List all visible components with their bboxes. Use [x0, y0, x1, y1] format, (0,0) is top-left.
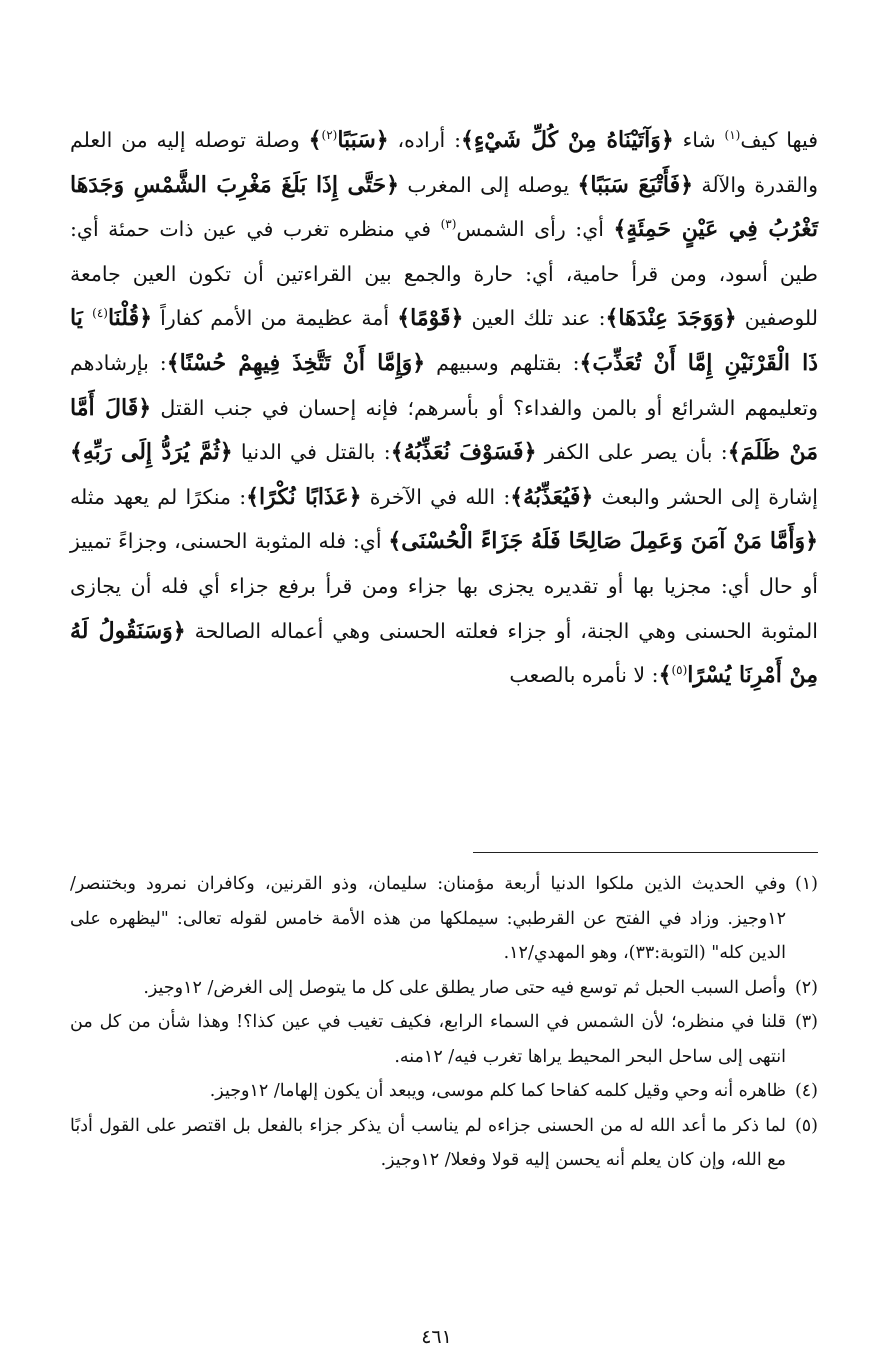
quran-quote: ﴿فَسَوْفَ نُعَذِّبُهُ﴾: [390, 439, 537, 466]
footnote-number: (٥): [794, 1115, 818, 1136]
commentary-text: : بأن يصر على الكفر: [536, 440, 728, 465]
footnote-ref: (١): [724, 128, 741, 143]
commentary-text: وصلة توصله إليه من العلم والقدرة والآلة: [70, 128, 818, 197]
quran-quote: ﴿فَأَتْبَعَ سَبَبًا﴾: [577, 171, 693, 198]
quran-quote: ﴾: [658, 662, 672, 689]
footnotes-list: [70, 867, 818, 1178]
commentary-text: أي: فله المثوبة الحسنى، وجزاءً تمييز أو حال أي: مجزيا بها أو تقديره يجزى بها جزاء ومن قرأ برفع جزاء أي فله أن يجازى المثوبة الحسنى وهي الجنة، أو جزاء فعلته الحسنى وهي أعماله الصالحة: [70, 529, 818, 643]
footnote-text: وأصل السبب الحبل ثم توسع فيه حتى صار يطلق على كل ما يتوصل إلى الغرض/ ١٢وجيز.: [143, 977, 786, 998]
footnote-ref: (٥): [671, 663, 688, 678]
quran-quote: ﴿حَتَّى إِذَا بَلَغَ مَغْرِبَ الشَّمْسِ وَجَدَهَا تَغْرُبُ فِي عَيْنٍ حَمِئَةٍ﴾: [70, 171, 818, 243]
quran-quote: ﴿قُلْنَا: [107, 305, 152, 332]
commentary-text: : منكرًا لم يعهد مثله: [70, 484, 247, 509]
commentary-text: إشارة إلى الحشر والبعث: [593, 484, 818, 509]
quran-quote: ﴿وَوَجَدَ عِنْدَهَا﴾: [605, 305, 737, 332]
footnote-text: قلنا في منظره؛ لأن الشمس في السماء الرابع، فكيف تغيب في عين كذا؟! وهذا شأن من كل من انتهى إلى ساحل البحر المحيط يراها تغرب فيه/ ١٢منه.: [70, 1012, 786, 1067]
footnote: [70, 1109, 818, 1178]
body-paragraph: [70, 118, 818, 698]
quran-quote: ﴿عَذَابًا نُكْرًا﴾: [246, 483, 362, 510]
quran-quote: يَا ذَا الْقَرْنَيْنِ إِمَّا أَنْ تُعَذِّبَ﴾: [70, 305, 819, 376]
quran-quote: ﴿وَأَمَّا مَنْ آمَنَ وَعَمِلَ صَالِحًا فَلَهُ جَزَاءً الْحُسْنَى﴾: [388, 528, 818, 555]
commentary-text: : بالقتل في الدنيا: [232, 440, 391, 465]
commentary-text: أمة عظيمة من الأمم كفاراً: [152, 306, 398, 331]
page-body: [70, 118, 818, 698]
commentary-text: : بقتلهم وسبيهم: [425, 350, 580, 375]
commentary-text: : عند تلك العين: [463, 306, 606, 331]
commentary-text: يوصله إلى المغرب: [399, 172, 578, 197]
footnote: [70, 1074, 818, 1109]
quran-quote: ﴿سَبَبًا: [337, 127, 389, 153]
footnote-number: (٤): [794, 1081, 818, 1101]
commentary-text: : أراده،: [388, 128, 461, 152]
quran-quote: ﴿قَالَ أَمَّا مَنْ ظَلَمَ﴾: [70, 394, 818, 466]
quran-quote: ﴾: [308, 127, 322, 153]
footnote: [70, 1005, 818, 1074]
quran-quote: ﴿وَإِمَّا أَنْ تَتَّخِذَ فِيهِمْ حُسْنًا﴾: [166, 349, 426, 376]
quran-quote: ﴿فَيُعَذِّبُهُ﴾: [510, 483, 594, 510]
page-number: ٤٦١: [421, 1326, 452, 1348]
footnote-ref: (٤): [92, 306, 108, 321]
quran-quote: ﴿وَسَنَقُولُ لَهُ مِنْ أَمْرِنَا يُسْرًا: [70, 617, 818, 689]
footnote-text: لما ذكر ما أعد الله له من الحسنى جزاءه لم يناسب أن يذكر جزاء بالفعل بل اقتصر على القول أدبًا مع الله، وإن كان يعلم أنه يحسن إليه قولا وفعلا/ ١٢وجيز.: [70, 1115, 786, 1170]
footnote-ref: (٣): [440, 217, 457, 232]
footnote-text: ظاهره أنه وحي وقيل كلمه كفاحا كما كلم موسى، ويبعد أن يكون إلهاما/ ١٢وجيز.: [209, 1081, 786, 1101]
footnote-number: (١): [794, 874, 818, 894]
footnote-number: (٣): [794, 1012, 818, 1032]
footnote-number: (٢): [794, 977, 818, 998]
footnote-divider: [473, 852, 818, 853]
footnote: [70, 867, 818, 971]
commentary-text: شاء: [673, 128, 725, 152]
commentary-text: فيها كيف: [740, 128, 818, 152]
commentary-text: أي: رأى الشمس: [456, 217, 614, 242]
footnote-text: وفي الحديث الذين ملكوا الدنيا أربعة مؤمنان: سليمان، وذو القرنين، وكافران نمرود وبختنصر/ ١٢وجيز. وزاد في الفتح عن القرطبي: سيملكها من هذه الأمة خامس لقوله تعالى: "ليظهره على الدين كله" (التوبة:٣٣)، وهو المهدي/١٢.: [70, 874, 786, 963]
footnote: [70, 971, 818, 1006]
footnote-ref: (٢): [321, 128, 338, 143]
commentary-text: : بإرشادهم وتعليمهم الشرائع أو بالمن والفداء؟ أو بأسرهم؛ فإنه إحسان في جنب القتل: [70, 350, 818, 420]
commentary-text: : لا نأمره بالصعب: [509, 663, 659, 688]
quran-quote: ﴿وَآتَيْنَاهُ مِنْ كُلِّ شَيْءٍ﴾: [460, 127, 674, 153]
quran-quote: ﴿قَوْمًا﴾: [397, 305, 464, 332]
commentary-text: : الله في الآخرة: [361, 484, 511, 509]
commentary-text: في منظره تغرب في عين ذات حمئة أي: طين أسود، ومن قرأ حامية، أي: حارة والجمع بين القراءتين أن تكون العين جامعة للوصفين: [70, 217, 818, 331]
quran-quote: ﴿ثُمَّ يُرَدُّ إِلَى رَبِّهِ﴾: [70, 439, 233, 466]
